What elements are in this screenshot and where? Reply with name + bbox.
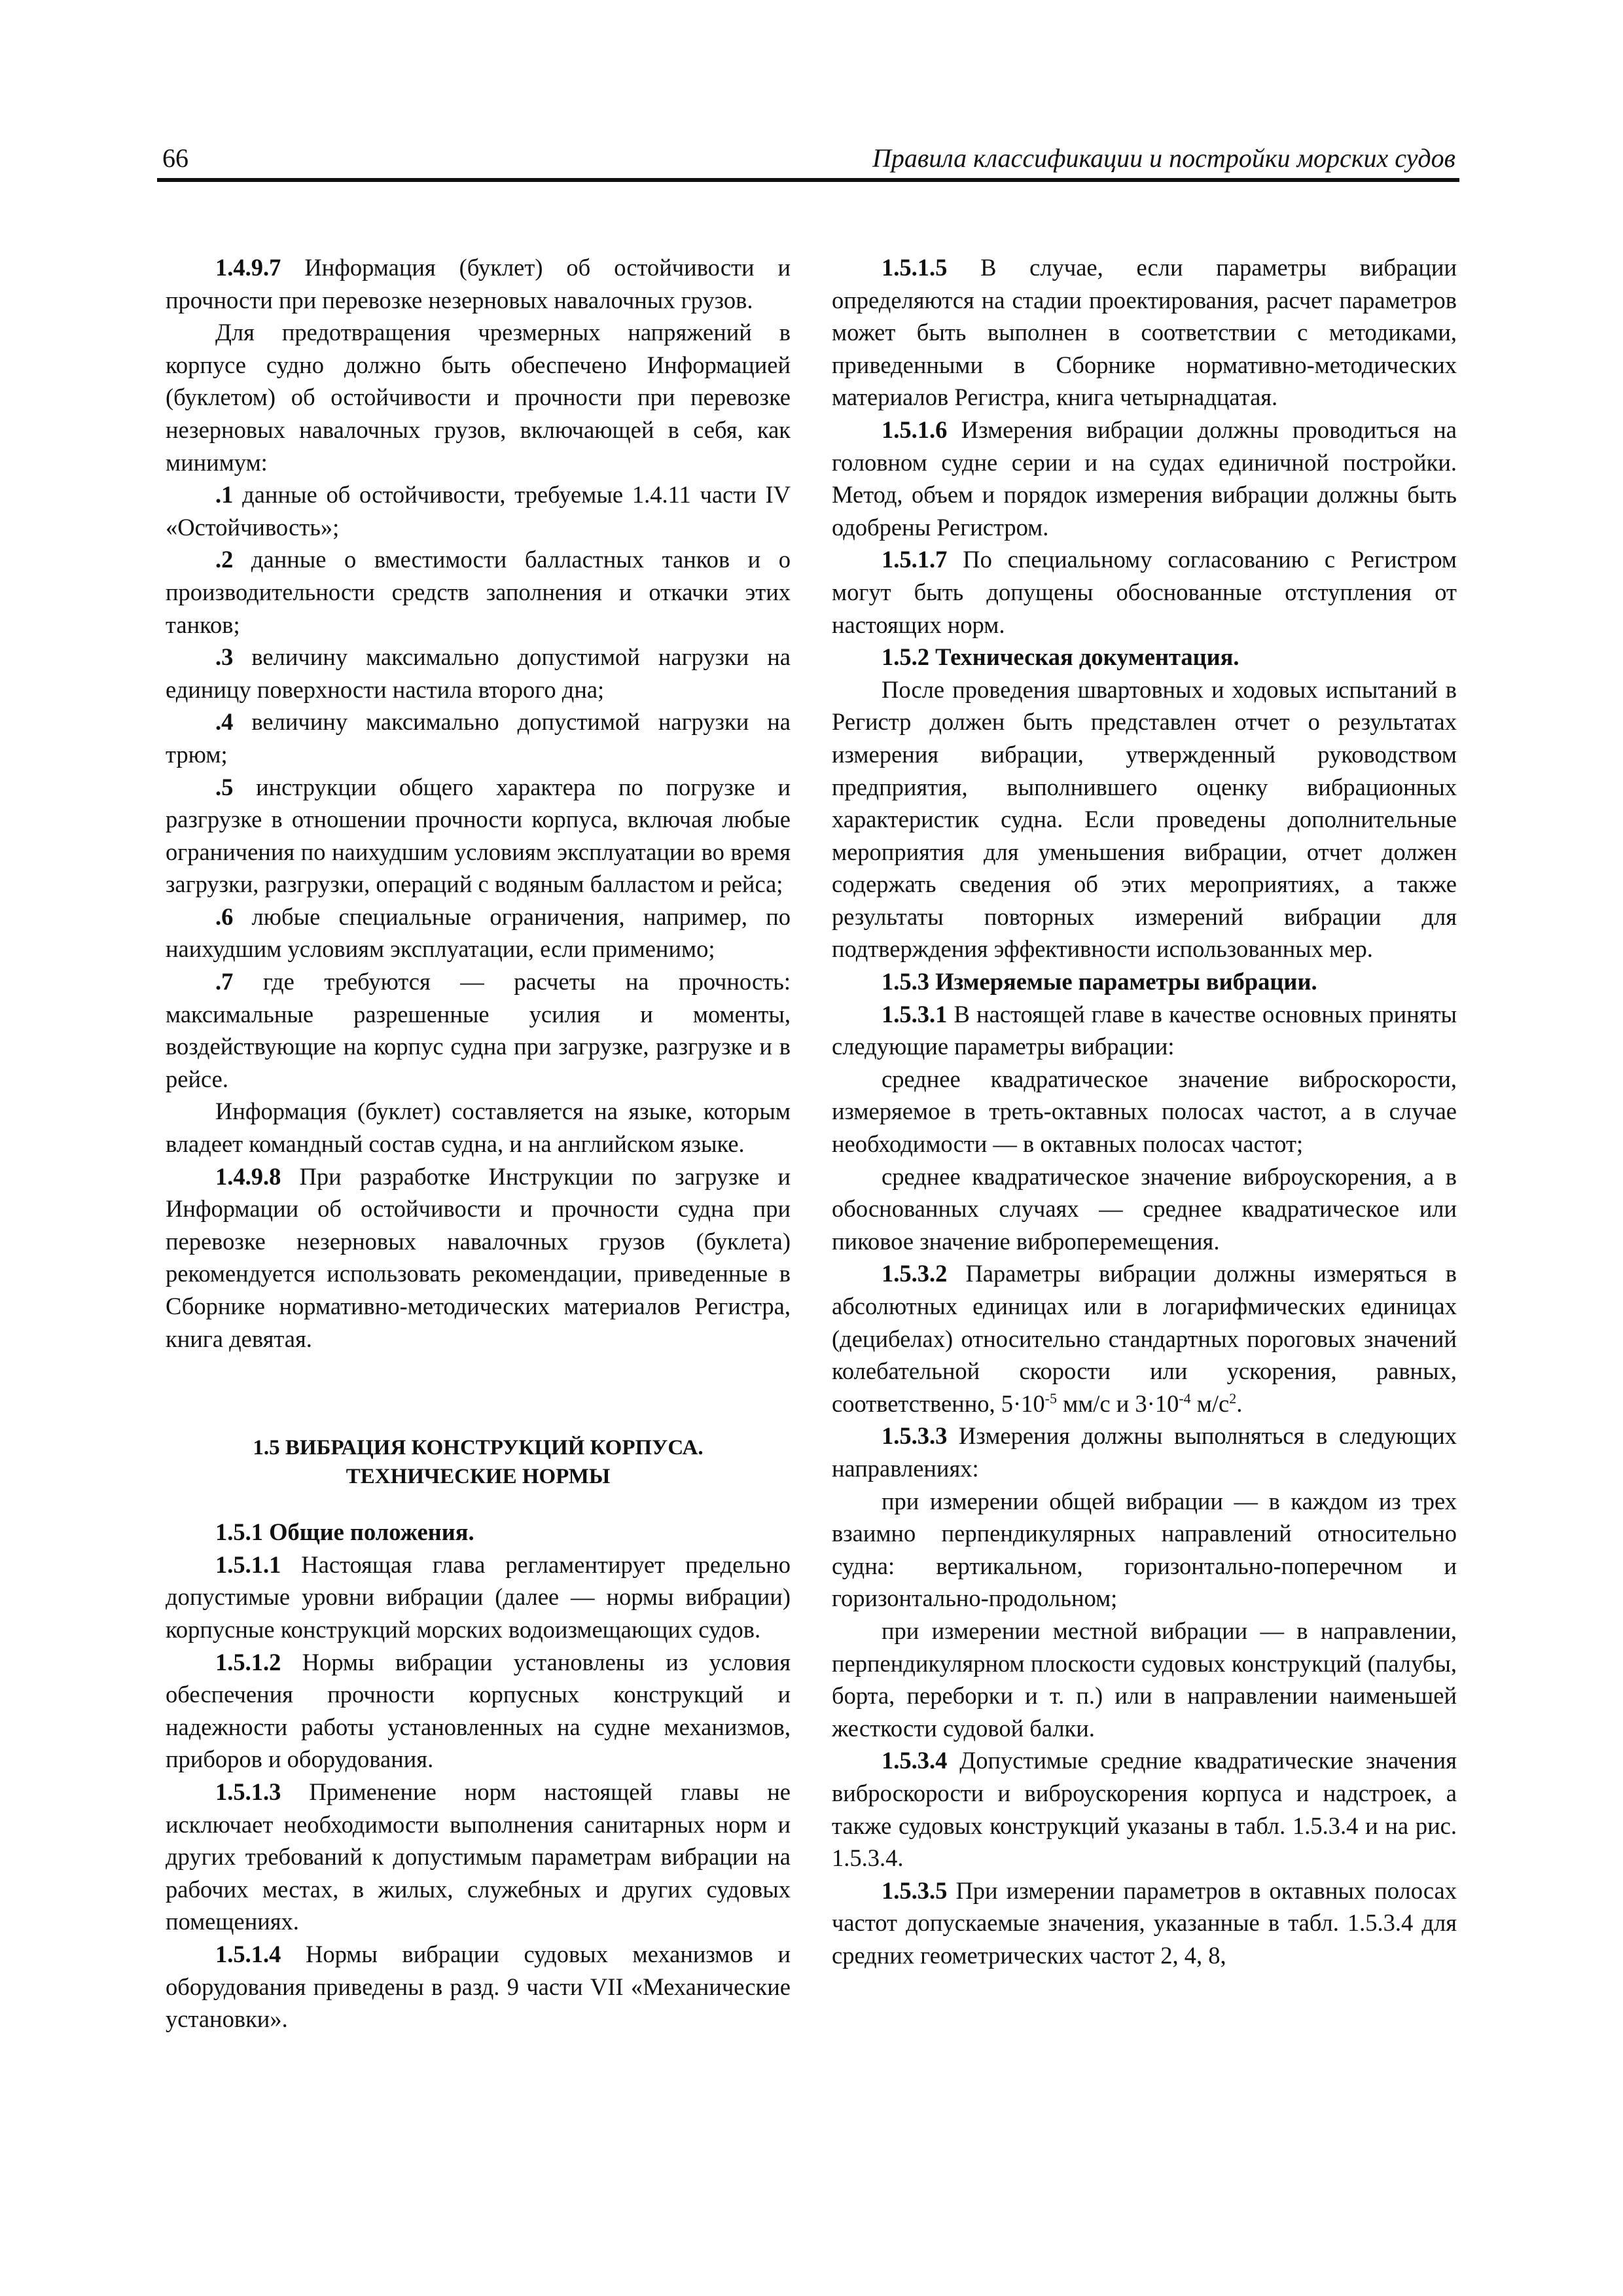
left-column [166,251,791,2036]
paragraph: среднее квадратическое значение виброускорения, а в обоснованных случаях — среднее квадратическое или пиковое значение виброперемещения. [832,1162,1457,1255]
list-item: .4 величину максимально допустимой нагрузки на трюм; [166,708,791,768]
paragraph: После проведения швартовных и ходовых испытаний в Регистр должен быть представлен отчет о результатах измерения вибрации, утвержденный руководством предприятия, выполнившего оценку вибрационных характеристик судна. Если проведены дополнительные мероприятия для уменьшения вибрации, отчет должен содержать сведения об этих мероприятиях, а также результаты повторных измерений вибрации для подтверждения эффективности использованных мер. [832,675,1457,963]
list-item: .3 величину максимально допустимой нагрузки на единицу поверхности настила второго дна; [166,643,791,703]
paragraph: Для предотвращения чрезмерных напряжений в корпусе судно должно быть обеспечено Информацией (буклетом) об остойчивости и прочности при перевозке незерновых навалочных грузов, включающей в себя, как минимум: [166,319,791,476]
paragraph: 1.5.1.3 Применение норм настоящей главы не исключает необходимости выполнения санитарных норм и других требований к допустимым параметрам вибрации на рабочих местах, в жилых, служебных и других судовых помещениях. [166,1778,791,1935]
right-column [832,251,1457,1971]
paragraph: 1.4.9.7 Информация (буклет) об остойчивости и прочности при перевозке незерновых навалочных грузов. [166,254,791,314]
subsection-heading: 1.5.3 Измеряемые параметры вибрации. [882,968,1317,996]
paragraph: 1.4.9.8 При разработке Инструкции по загрузке и Информации об остойчивости и прочности судна при перевозке незерновых навалочных грузов (буклета) рекомендуется использовать рекомендации, приведенные в Сборнике нормативно-методических материалов Регистра, книга девятая. [166,1162,791,1352]
paragraph: 1.5.3.5 При измерении параметров в октавных полосах частот допускаемые значения, указанные в табл. 1.5.3.4 для средних геометрических частот 2, 4, 8, [832,1876,1457,1969]
paragraph: 1.5.1.1 Настоящая глава регламентирует предельно допустимые уровни вибрации (далее — нормы вибрации) корпусные конструкций морских водоизмещающих судов. [166,1551,791,1643]
paragraph: среднее квадратическое значение виброскорости, измеряемое в треть-октавных полосах частот, а в случае необходимости — в октавных полосах частот; [832,1065,1457,1158]
list-item: .6 любые специальные ограничения, например, по наихудшим условиям эксплуатации, если применимо; [166,903,791,963]
list-item: .1 данные об остойчивости, требуемые 1.4.11 части IV «Остойчивость»; [166,481,791,541]
paragraph: 1.5.3.3 Измерения должны выполняться в следующих направлениях: [832,1422,1457,1482]
paragraph: при измерении общей вибрации — в каждом из трех взаимно перпендикулярных направлений относительно судна: вертикальном, горизонтально-поперечном и горизонтально-продольном; [832,1487,1457,1612]
subsection-heading: 1.5.1 Общие положения. [215,1518,474,1546]
paragraph: 1.5.1.4 Нормы вибрации судовых механизмов и оборудования приведены в разд. 9 части VII «Механические установки». [166,1940,791,2033]
paragraph: при измерении местной вибрации — в направлении, перпендикулярном плоскости судовых конструкций (палубы, борта, переборки и т. п.) или в направлении наименьшей жесткости судовой балки. [832,1617,1457,1742]
paragraph: 1.5.1.5 В случае, если параметры вибрации определяются на стадии проектирования, расчет параметров может быть выполнен в соответствии с методиками, приведенными в Сборнике нормативно-методических материалов Регистра, книга четырнадцатая. [832,254,1457,411]
list-item: .7 где требуются — расчеты на прочность: максимальные разрешенные усилия и моменты, воздействующие на корпус судна при загрузке, разгрузке и в рейсе. [166,968,791,1092]
list-item: .5 инструкции общего характера по погрузке и разгрузке в отношении прочности корпуса, включая любые ограничения по наихудшим условиям эксплуатации во время загрузки, разгрузки, операций с водяным балластом и рейса; [166,773,791,898]
paragraph: Информация (буклет) составляется на языке, которым владеет командный состав судна, и на английском языке. [166,1098,791,1158]
list-item: .2 данные о вместимости балластных танков и о производительности средств заполнения и откачки этих танков; [166,546,791,638]
paragraph: 1.5.1.7 По специальному согласованию с Регистром могут быть допущены обоснованные отступления от настоящих норм. [832,546,1457,638]
running-title: Правила классификации и постройки морских судов [872,143,1455,173]
page-number: 66 [162,143,188,173]
page-header [157,137,1459,182]
paragraph: 1.5.3.1 В настоящей главе в качестве основных приняты следующие параметры вибрации: [832,1000,1457,1060]
section-heading: 1.5 ВИБРАЦИЯ КОНСТРУКЦИЙ КОРПУСА. ТЕХНИЧЕСКИЕ НОРМЫ [253,1436,704,1489]
paragraph: 1.5.3.4 Допустимые средние квадратические значения виброскорости и виброускорения корпуса и надстроек, а также судовых конструкций указаны в табл. 1.5.3.4 и на рис. 1.5.3.4. [832,1747,1457,1872]
paragraph: 1.5.1.6 Измерения вибрации должны проводиться на головном судне серии и на судах единичной постройки. Метод, объем и порядок измерения вибрации должны быть одобрены Регистром. [832,416,1457,541]
subsection-heading: 1.5.2 Техническая документация. [882,643,1240,671]
paragraph: 1.5.3.2 Параметры вибрации должны измеряться в абсолютных единицах или в логарифмических единицах (децибелах) относительно стандартных пороговых значений колебательной скорости или ускорения, равных, соответственно, $5\cdot 10^{-5}$ мм/с и $3\cdot 10^{-4}$ $м/с^2$. [832,1260,1457,1417]
paragraph: 1.5.1.2 Нормы вибрации установлены из условия обеспечения прочности корпусных конструкций и надежности работы установленных на судне механизмов, приборов и оборудования. [166,1648,791,1773]
